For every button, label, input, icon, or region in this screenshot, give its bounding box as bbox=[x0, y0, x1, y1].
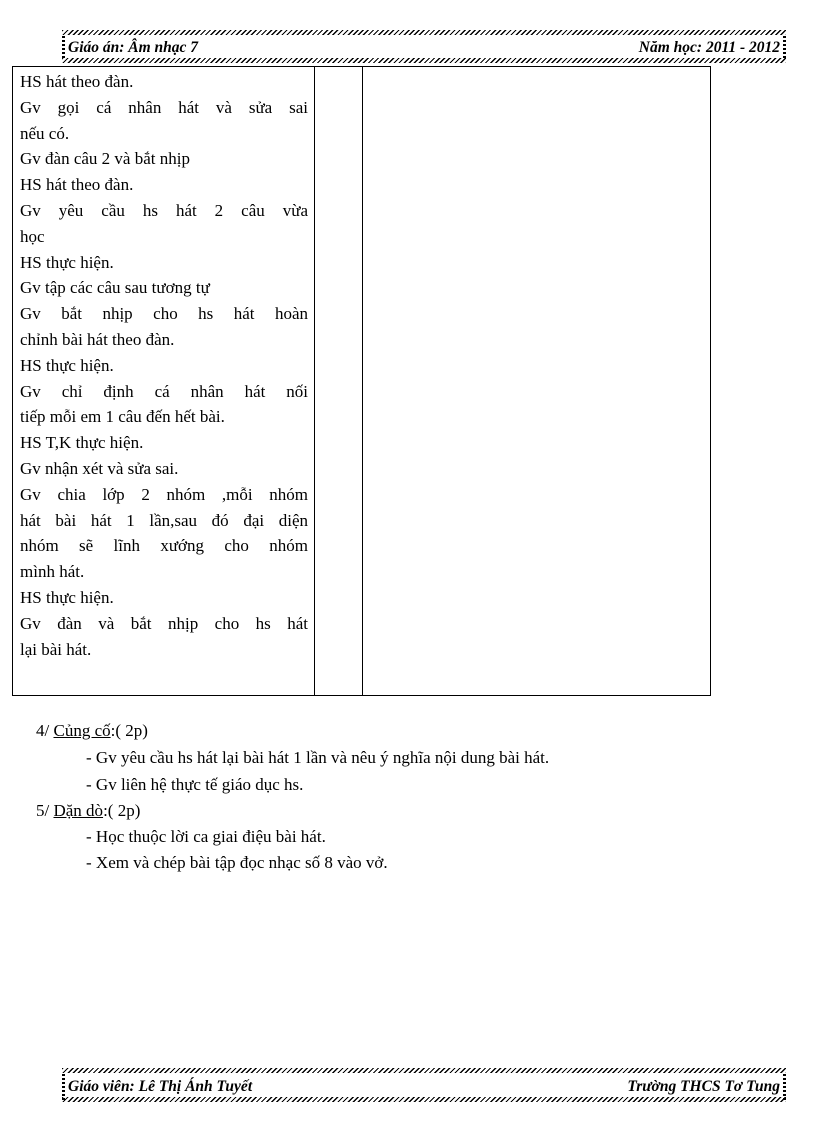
section-4-time: :( 2p) bbox=[110, 721, 148, 740]
activity-column bbox=[13, 67, 315, 696]
header-border-left bbox=[62, 36, 65, 60]
content-column bbox=[363, 67, 711, 696]
activity-line: HS T,K thực hiện. bbox=[20, 433, 144, 453]
page-header bbox=[68, 39, 780, 57]
footer-border-bottom bbox=[62, 1097, 786, 1102]
activity-line: Gv nhận xét và sửa sai. bbox=[20, 458, 179, 478]
section-5-item: - Xem và chép bài tập đọc nhạc số 8 vào vở. bbox=[86, 853, 388, 872]
footer-teacher: Giáo viên: Lê Thị Ánh Tuyết bbox=[68, 1078, 253, 1095]
activity-line: HS thực hiện. bbox=[20, 252, 114, 272]
activity-line: Gv đàn và bắt nhịp cho hs hát bbox=[20, 613, 308, 633]
activity-line: lại bài hát. bbox=[20, 639, 92, 659]
footer-border-top bbox=[62, 1068, 786, 1073]
section-4-title: Củng cố bbox=[53, 721, 111, 740]
section-5-title: Dặn dò bbox=[53, 801, 104, 820]
activity-line: HS hát theo đàn. bbox=[20, 72, 134, 91]
activity-line: Gv tập các câu sau tương tự bbox=[20, 278, 210, 298]
section-5-item: - Học thuộc lời ca giai điệu bài hát. bbox=[86, 827, 326, 846]
section-4-heading bbox=[36, 718, 148, 744]
header-border-right bbox=[783, 36, 786, 60]
activity-line: Gv yêu cầu hs hát 2 câu vừa bbox=[20, 200, 308, 220]
activity-line: HS thực hiện. bbox=[20, 355, 114, 375]
header-school-year: Năm học: 2011 - 2012 bbox=[638, 39, 780, 56]
section-5-heading bbox=[36, 798, 140, 824]
activity-line: Gv gọi cá nhân hát và sửa sai bbox=[20, 97, 308, 117]
activity-line: tiếp mỗi em 1 câu đến hết bài. bbox=[20, 407, 225, 427]
activity-line: HS hát theo đàn. bbox=[20, 175, 134, 195]
table-row bbox=[13, 67, 711, 696]
time-column bbox=[315, 67, 363, 696]
header-border-bottom bbox=[62, 58, 786, 63]
activity-line: chỉnh bài hát theo đàn. bbox=[20, 329, 175, 349]
activity-line: Gv chia lớp 2 nhóm ,mỗi nhóm bbox=[20, 484, 308, 504]
activity-line: Gv bắt nhịp cho hs hát hoàn bbox=[20, 304, 308, 324]
activity-line: HS thực hiện. bbox=[20, 587, 114, 607]
activity-line: nếu có. bbox=[20, 123, 70, 143]
activity-line: Gv chỉ định cá nhân hát nối bbox=[20, 381, 308, 401]
lesson-activity-table bbox=[12, 66, 711, 696]
activity-line: hát bài hát 1 lần,sau đó đại diện bbox=[20, 510, 308, 530]
header-border-top bbox=[62, 30, 786, 35]
section-4-item: - Gv yêu cầu hs hát lại bài hát 1 lần và nêu ý nghĩa nội dung bài hát. bbox=[86, 748, 550, 767]
footer-school: Trường THCS Tơ Tung bbox=[627, 1078, 780, 1095]
activity-line: học bbox=[20, 226, 45, 246]
activity-line: nhóm sẽ lĩnh xướng cho nhóm bbox=[20, 536, 308, 556]
activity-line: mình hát. bbox=[20, 562, 85, 582]
section-4-number: 4/ bbox=[36, 721, 54, 740]
header-subject: Giáo án: Âm nhạc 7 bbox=[68, 39, 199, 56]
activity-lines bbox=[20, 69, 308, 662]
section-5-time: :( 2p) bbox=[103, 801, 141, 820]
section-5-number: 5/ bbox=[36, 801, 54, 820]
activity-line: Gv đàn câu 2 và bắt nhịp bbox=[20, 149, 190, 169]
section-4-item: - Gv liên hệ thực tế giáo dục hs. bbox=[86, 775, 304, 794]
page-footer bbox=[68, 1078, 780, 1096]
